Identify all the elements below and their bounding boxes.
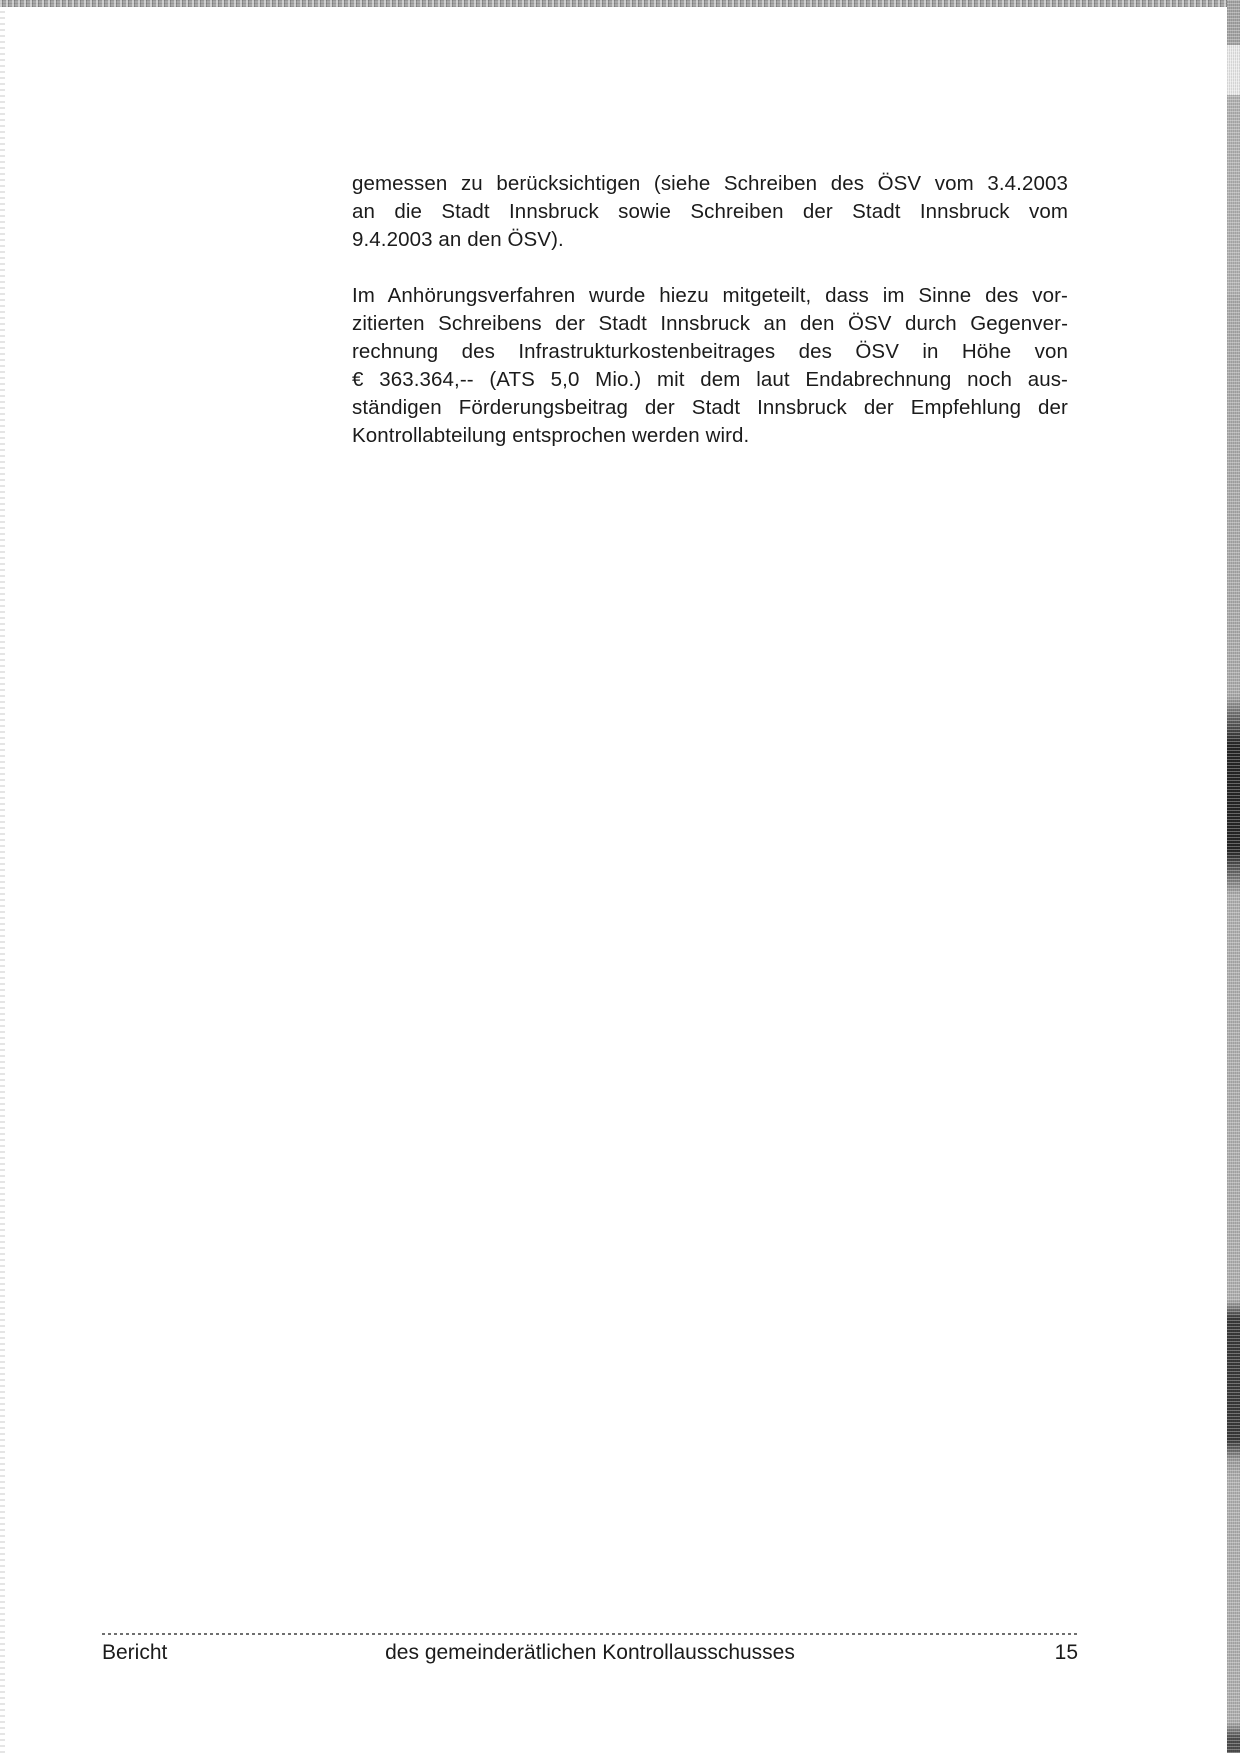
footer-row xyxy=(102,1641,1078,1669)
scan-artifact-right-edge xyxy=(1227,0,1240,1753)
text-line: gemessen zu berücksichtigen (siehe Schreiben des ÖSV vom 3.4.2003 xyxy=(352,172,1068,195)
scan-artifact-left-edge xyxy=(0,7,5,1753)
footer-committee-label: des gemeinderätlichen Kontrollausschusses xyxy=(385,1641,795,1664)
text-line: zitierten Schreibens der Stadt Innsbruck an den ÖSV durch Gegenver- xyxy=(352,312,1068,335)
text-line: Kontrollabteilung entsprochen werden wird. xyxy=(352,424,750,447)
scan-artifact-top-edge xyxy=(0,0,1240,7)
text-line: ständigen Förderungsbeitrag der Stadt Innsbruck der Empfehlung der xyxy=(352,396,1068,419)
text-line: € 363.364,-- (ATS 5,0 Mio.) mit dem laut Endabrechnung noch aus- xyxy=(352,368,1068,391)
text-line: rechnung des Infrastrukturkostenbeitrages des ÖSV in Höhe von xyxy=(352,340,1068,363)
footer-page-number: 15 xyxy=(1054,1641,1078,1664)
text-line: an die Stadt Innsbruck sowie Schreiben der Stadt Innsbruck vom xyxy=(352,200,1068,223)
text-line: Im Anhörungsverfahren wurde hiezu mitgeteilt, dass im Sinne des vor- xyxy=(352,284,1068,307)
text-line: 9.4.2003 an den ÖSV). xyxy=(352,228,564,251)
footer-divider-line xyxy=(102,1633,1078,1635)
page-footer xyxy=(102,1633,1078,1669)
document-body xyxy=(352,170,1068,478)
footer-report-label: Bericht xyxy=(102,1641,168,1664)
paragraph xyxy=(352,282,1068,450)
paragraph xyxy=(352,170,1068,254)
